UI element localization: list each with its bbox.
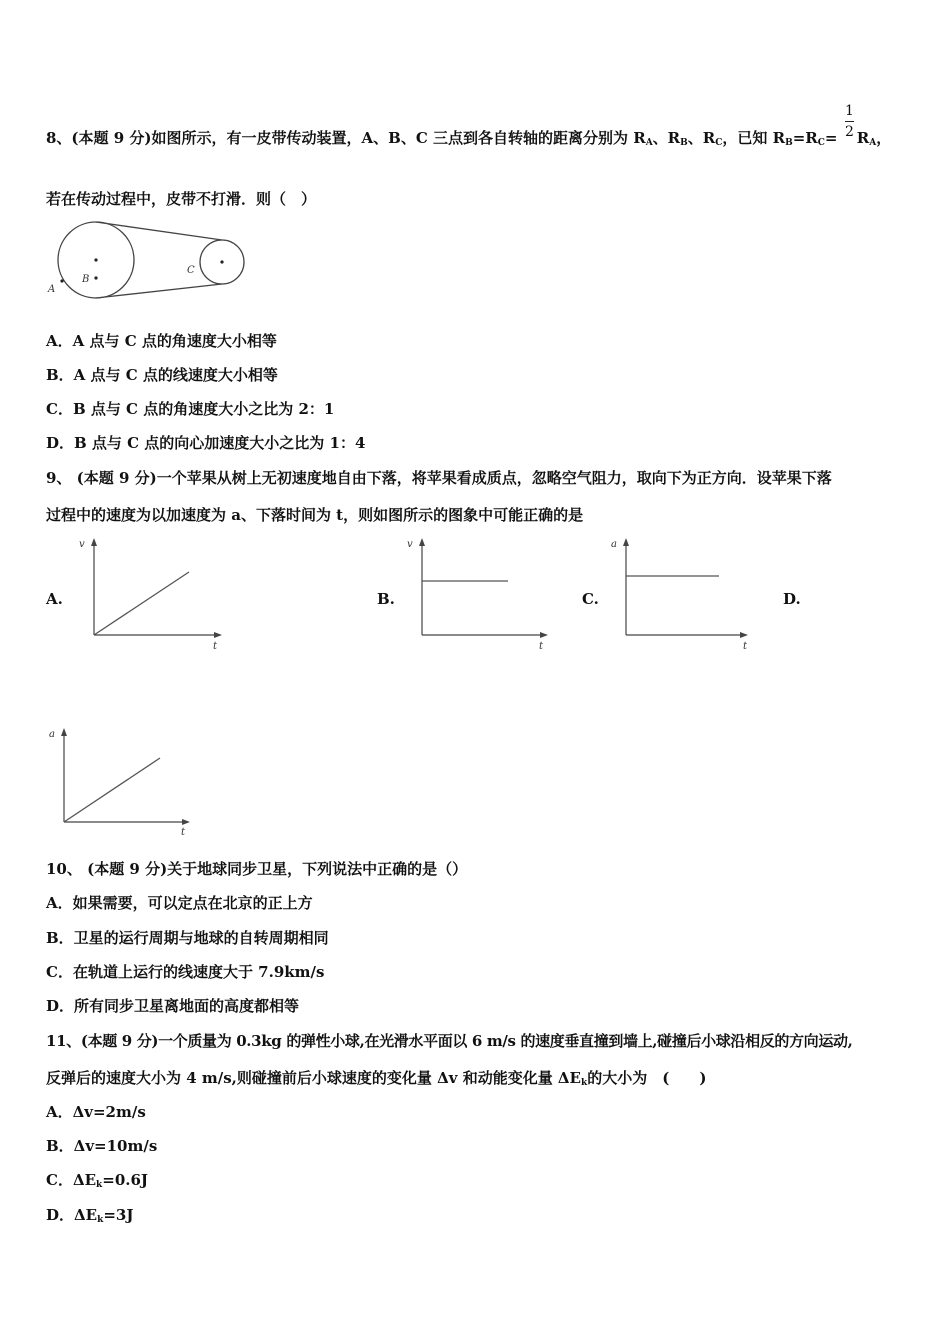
y-arrow	[623, 538, 629, 546]
q8-option-b[interactable]: B．A 点与 C 点的线速度大小相等	[46, 366, 278, 384]
q9-graph-d	[45, 725, 195, 840]
graph-line	[64, 758, 160, 822]
fraction-denominator: 2	[845, 124, 854, 140]
q9-option-b-label[interactable]: B.	[377, 590, 395, 608]
fraction-numerator: 1	[845, 103, 854, 119]
belt-bottom	[96, 284, 222, 298]
q8-option-c[interactable]: C．B 点与 C 点的角速度大小之比为 2：1	[46, 400, 335, 418]
q10-stem: 10、 (本题 9 分)关于地球同步卫星，下列说法中正确的是（）	[46, 860, 468, 878]
x-arrow	[182, 819, 190, 825]
graph-line	[94, 572, 189, 635]
point-b	[94, 276, 97, 279]
y-label: v	[407, 539, 413, 550]
x-label: t	[743, 641, 748, 652]
q8-stem-line2: 若在传动过程中，皮带不打滑．则（ ）	[46, 190, 317, 208]
q10-option-a[interactable]: A．如果需要，可以定点在北京的正上方	[46, 894, 313, 912]
q10-option-b[interactable]: B．卫星的运行周期与地球的自转周期相同	[46, 929, 329, 947]
x-label: t	[181, 827, 186, 838]
q8-fraction	[845, 103, 854, 140]
x-arrow	[214, 632, 222, 638]
label-c: C	[187, 265, 195, 276]
label-a: A	[48, 284, 56, 295]
q8-option-a[interactable]: A．A 点与 C 点的角速度大小相等	[46, 332, 277, 350]
x-label: t	[213, 641, 218, 652]
belt-pulley-figure	[44, 220, 254, 302]
q10-option-d[interactable]: D．所有同步卫星离地面的高度都相等	[46, 997, 300, 1015]
y-arrow	[61, 728, 67, 736]
belt-top	[96, 222, 222, 240]
q9-option-d-label[interactable]: D.	[783, 590, 801, 608]
label-b: B	[82, 274, 90, 285]
q9-graph-c	[607, 535, 757, 650]
y-label: a	[611, 539, 617, 550]
y-arrow	[419, 538, 425, 546]
y-label: v	[79, 539, 85, 550]
y-arrow	[91, 538, 97, 546]
q11-option-c[interactable]: C．$\Delta E_k=0.6J$	[46, 1171, 149, 1190]
q9-option-a-label[interactable]: A.	[46, 590, 63, 608]
q9-graph-a	[75, 535, 225, 650]
q11-option-d[interactable]: D．$\Delta E_k=3J$	[46, 1206, 134, 1225]
axis-small	[220, 260, 223, 263]
x-arrow	[540, 632, 548, 638]
q11-option-b[interactable]: B．Δv=10m/s	[46, 1137, 158, 1155]
q11-option-a[interactable]: A．Δv=2m/s	[46, 1103, 146, 1121]
q11-stem-line2: 反弹后的速度大小为 4 m/s,则碰撞前后小球速度的变化量 Δv 和动能变化量 $\Delta E_k$的大小为 ( )	[46, 1069, 707, 1088]
q9-stem-line2: 过程中的速度为以加速度为 a、下落时间为 t，则如图所示的图象中可能正确的是	[46, 506, 584, 524]
q9-stem-line1: 9、 (本题 9 分)一个苹果从树上无初速度地自由下落，将苹果看成质点，忽略空气阻力，取向下为正方向．设苹果下落	[46, 469, 832, 487]
q8-stem-line1: 8、(本题 9 分)如图所示，有一皮带传动装置，A、B、C 三点到各自转轴的距离分别为 $R_A$、$R_B$、$R_C$，已知 $R_B=R_C= R_A$，	[46, 129, 892, 148]
point-a	[60, 279, 63, 282]
axis-large	[94, 258, 97, 261]
q10-option-c[interactable]: C．在轨道上运行的线速度大于 7.9km/s	[46, 963, 325, 981]
q9-graph-b	[403, 535, 553, 650]
x-label: t	[539, 641, 544, 652]
q11-stem-line1: 11、(本题 9 分)一个质量为 0.3kg 的弹性小球,在光滑水平面以 6 m/s 的速度垂直撞到墙上,碰撞后小球沿相反的方向运动,	[46, 1032, 853, 1050]
x-arrow	[740, 632, 748, 638]
q8-option-d[interactable]: D．B 点与 C 点的向心加速度大小之比为 1：4	[46, 434, 366, 452]
y-label: a	[49, 729, 55, 740]
q9-option-c-label[interactable]: C.	[582, 590, 599, 608]
